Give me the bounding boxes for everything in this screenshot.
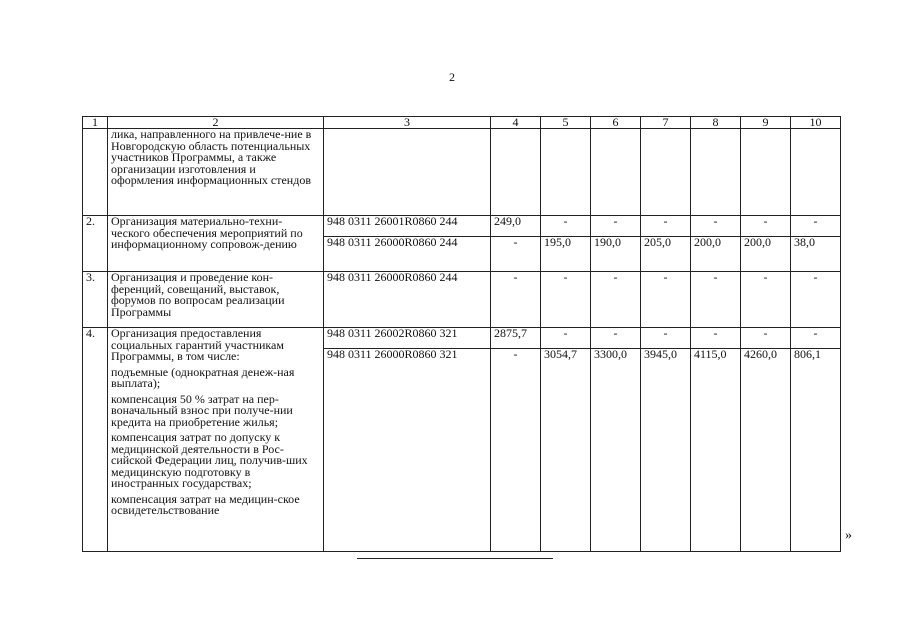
value: - xyxy=(791,216,840,237)
value-cell xyxy=(791,216,841,272)
value-cell: - xyxy=(791,272,841,328)
value-cell xyxy=(591,328,641,552)
row-number: 2. xyxy=(83,216,108,272)
value-cell: - xyxy=(691,272,741,328)
budget-code: 948 0311 26000R0860 244 xyxy=(327,270,458,284)
row-description xyxy=(108,328,324,552)
value-cell xyxy=(691,129,741,216)
value-cell: - xyxy=(491,272,541,328)
row-number xyxy=(83,129,108,216)
value: 4260,0 xyxy=(744,347,777,361)
closing-quote: » xyxy=(845,528,852,543)
budget-code-cell xyxy=(324,216,491,272)
value: 806,1 xyxy=(794,347,821,361)
value: - xyxy=(591,328,640,349)
value: 200,0 xyxy=(694,235,721,249)
value: - xyxy=(641,216,690,237)
header-cell: 9 xyxy=(741,117,791,129)
row-description xyxy=(108,216,324,272)
value-cell xyxy=(491,129,541,216)
value: 38,0 xyxy=(794,235,815,249)
header-cell: 7 xyxy=(641,117,691,129)
row-description xyxy=(108,129,324,216)
value-cell xyxy=(491,328,541,552)
value: 3945,0 xyxy=(644,347,677,361)
budget-table xyxy=(82,116,841,552)
value-cell xyxy=(741,129,791,216)
description-text: компенсация затрат на медицин-ское освидетельствование xyxy=(111,491,300,517)
value: - xyxy=(741,328,790,349)
header-cell: 2 xyxy=(108,117,324,129)
value: 190,0 xyxy=(594,235,621,249)
budget-code-cell xyxy=(324,328,491,552)
header-cell: 8 xyxy=(691,117,741,129)
description-text: Организация материально-техни-ческого обеспечения мероприятий по информационному сопровож-дению xyxy=(111,214,303,251)
header-cell: 1 xyxy=(83,117,108,129)
value: 195,0 xyxy=(544,235,571,249)
value-cell xyxy=(541,129,591,216)
value: - xyxy=(513,347,518,361)
budget-code: 948 0311 26000R0860 244 xyxy=(327,235,458,249)
budget-code: 948 0311 26000R0860 321 xyxy=(327,347,458,361)
value: - xyxy=(591,216,640,237)
table-row xyxy=(83,129,841,216)
value-cell xyxy=(541,328,591,552)
header-cell: 6 xyxy=(591,117,641,129)
value: - xyxy=(691,328,740,349)
value: - xyxy=(791,328,840,349)
table-row xyxy=(83,328,841,552)
row-description xyxy=(108,272,324,328)
description-text: Организация предоставления социальных гарантий участникам Программы, в том числе: xyxy=(111,326,284,363)
value: - xyxy=(541,216,590,237)
value-cell xyxy=(541,216,591,272)
value-cell xyxy=(591,129,641,216)
value: - xyxy=(691,216,740,237)
value-cell xyxy=(591,216,641,272)
value: - xyxy=(541,328,590,349)
budget-code: 948 0311 26002R0860 321 xyxy=(324,328,490,349)
table-row xyxy=(83,272,841,328)
page-number: 2 xyxy=(449,70,455,84)
header-cell: 5 xyxy=(541,117,591,129)
description-text: подъемные (однократная денеж-ная выплата); xyxy=(111,364,295,390)
row-number: 3. xyxy=(83,272,108,328)
value: - xyxy=(513,235,518,249)
header-cell: 10 xyxy=(791,117,841,129)
value: 249,0 xyxy=(491,216,540,237)
description-text: Организация и проведение кон-ференций, совещаний, выставок, форумов по вопросам реализации Программы xyxy=(111,270,285,319)
value-cell: - xyxy=(641,272,691,328)
value: 200,0 xyxy=(744,235,771,249)
value: 205,0 xyxy=(644,235,671,249)
description-text: компенсация затрат по допуску к медицинской деятельности в Рос-сийской Федерации лиц, получив-ших медицинскую подготовку в иностранных государствах; xyxy=(111,430,308,490)
description-text: компенсация 50 % затрат на пер-воначальный взнос при получе-нии кредита на приобретение жилья; xyxy=(111,391,293,429)
value-cell xyxy=(491,216,541,272)
value-cell xyxy=(741,216,791,272)
value-cell xyxy=(641,129,691,216)
value-cell xyxy=(691,216,741,272)
table-row xyxy=(83,216,841,272)
description-text: лика, направленного на привлече-ние в Новгородскую область потенциальных участников Программы, а также организации изготовления и оформления информационных стендов xyxy=(111,127,312,187)
value: 3300,0 xyxy=(594,347,627,361)
value-cell xyxy=(741,328,791,552)
footer-rule xyxy=(357,558,553,559)
value-cell xyxy=(791,129,841,216)
header-cell: 3 xyxy=(324,117,491,129)
value-cell xyxy=(641,216,691,272)
budget-code-cell xyxy=(324,129,491,216)
budget-code-cell xyxy=(324,272,491,328)
value: 3054,7 xyxy=(544,347,577,361)
value-cell: - xyxy=(741,272,791,328)
value-cell xyxy=(791,328,841,552)
value: 4115,0 xyxy=(694,347,727,361)
header-cell: 4 xyxy=(491,117,541,129)
row-number: 4. xyxy=(83,328,108,552)
value-cell xyxy=(691,328,741,552)
value: - xyxy=(741,216,790,237)
budget-code: 948 0311 26001R0860 244 xyxy=(324,216,490,237)
value-cell: - xyxy=(541,272,591,328)
value: 2875,7 xyxy=(491,328,540,349)
value: - xyxy=(641,328,690,349)
value-cell: - xyxy=(591,272,641,328)
value-cell xyxy=(641,328,691,552)
